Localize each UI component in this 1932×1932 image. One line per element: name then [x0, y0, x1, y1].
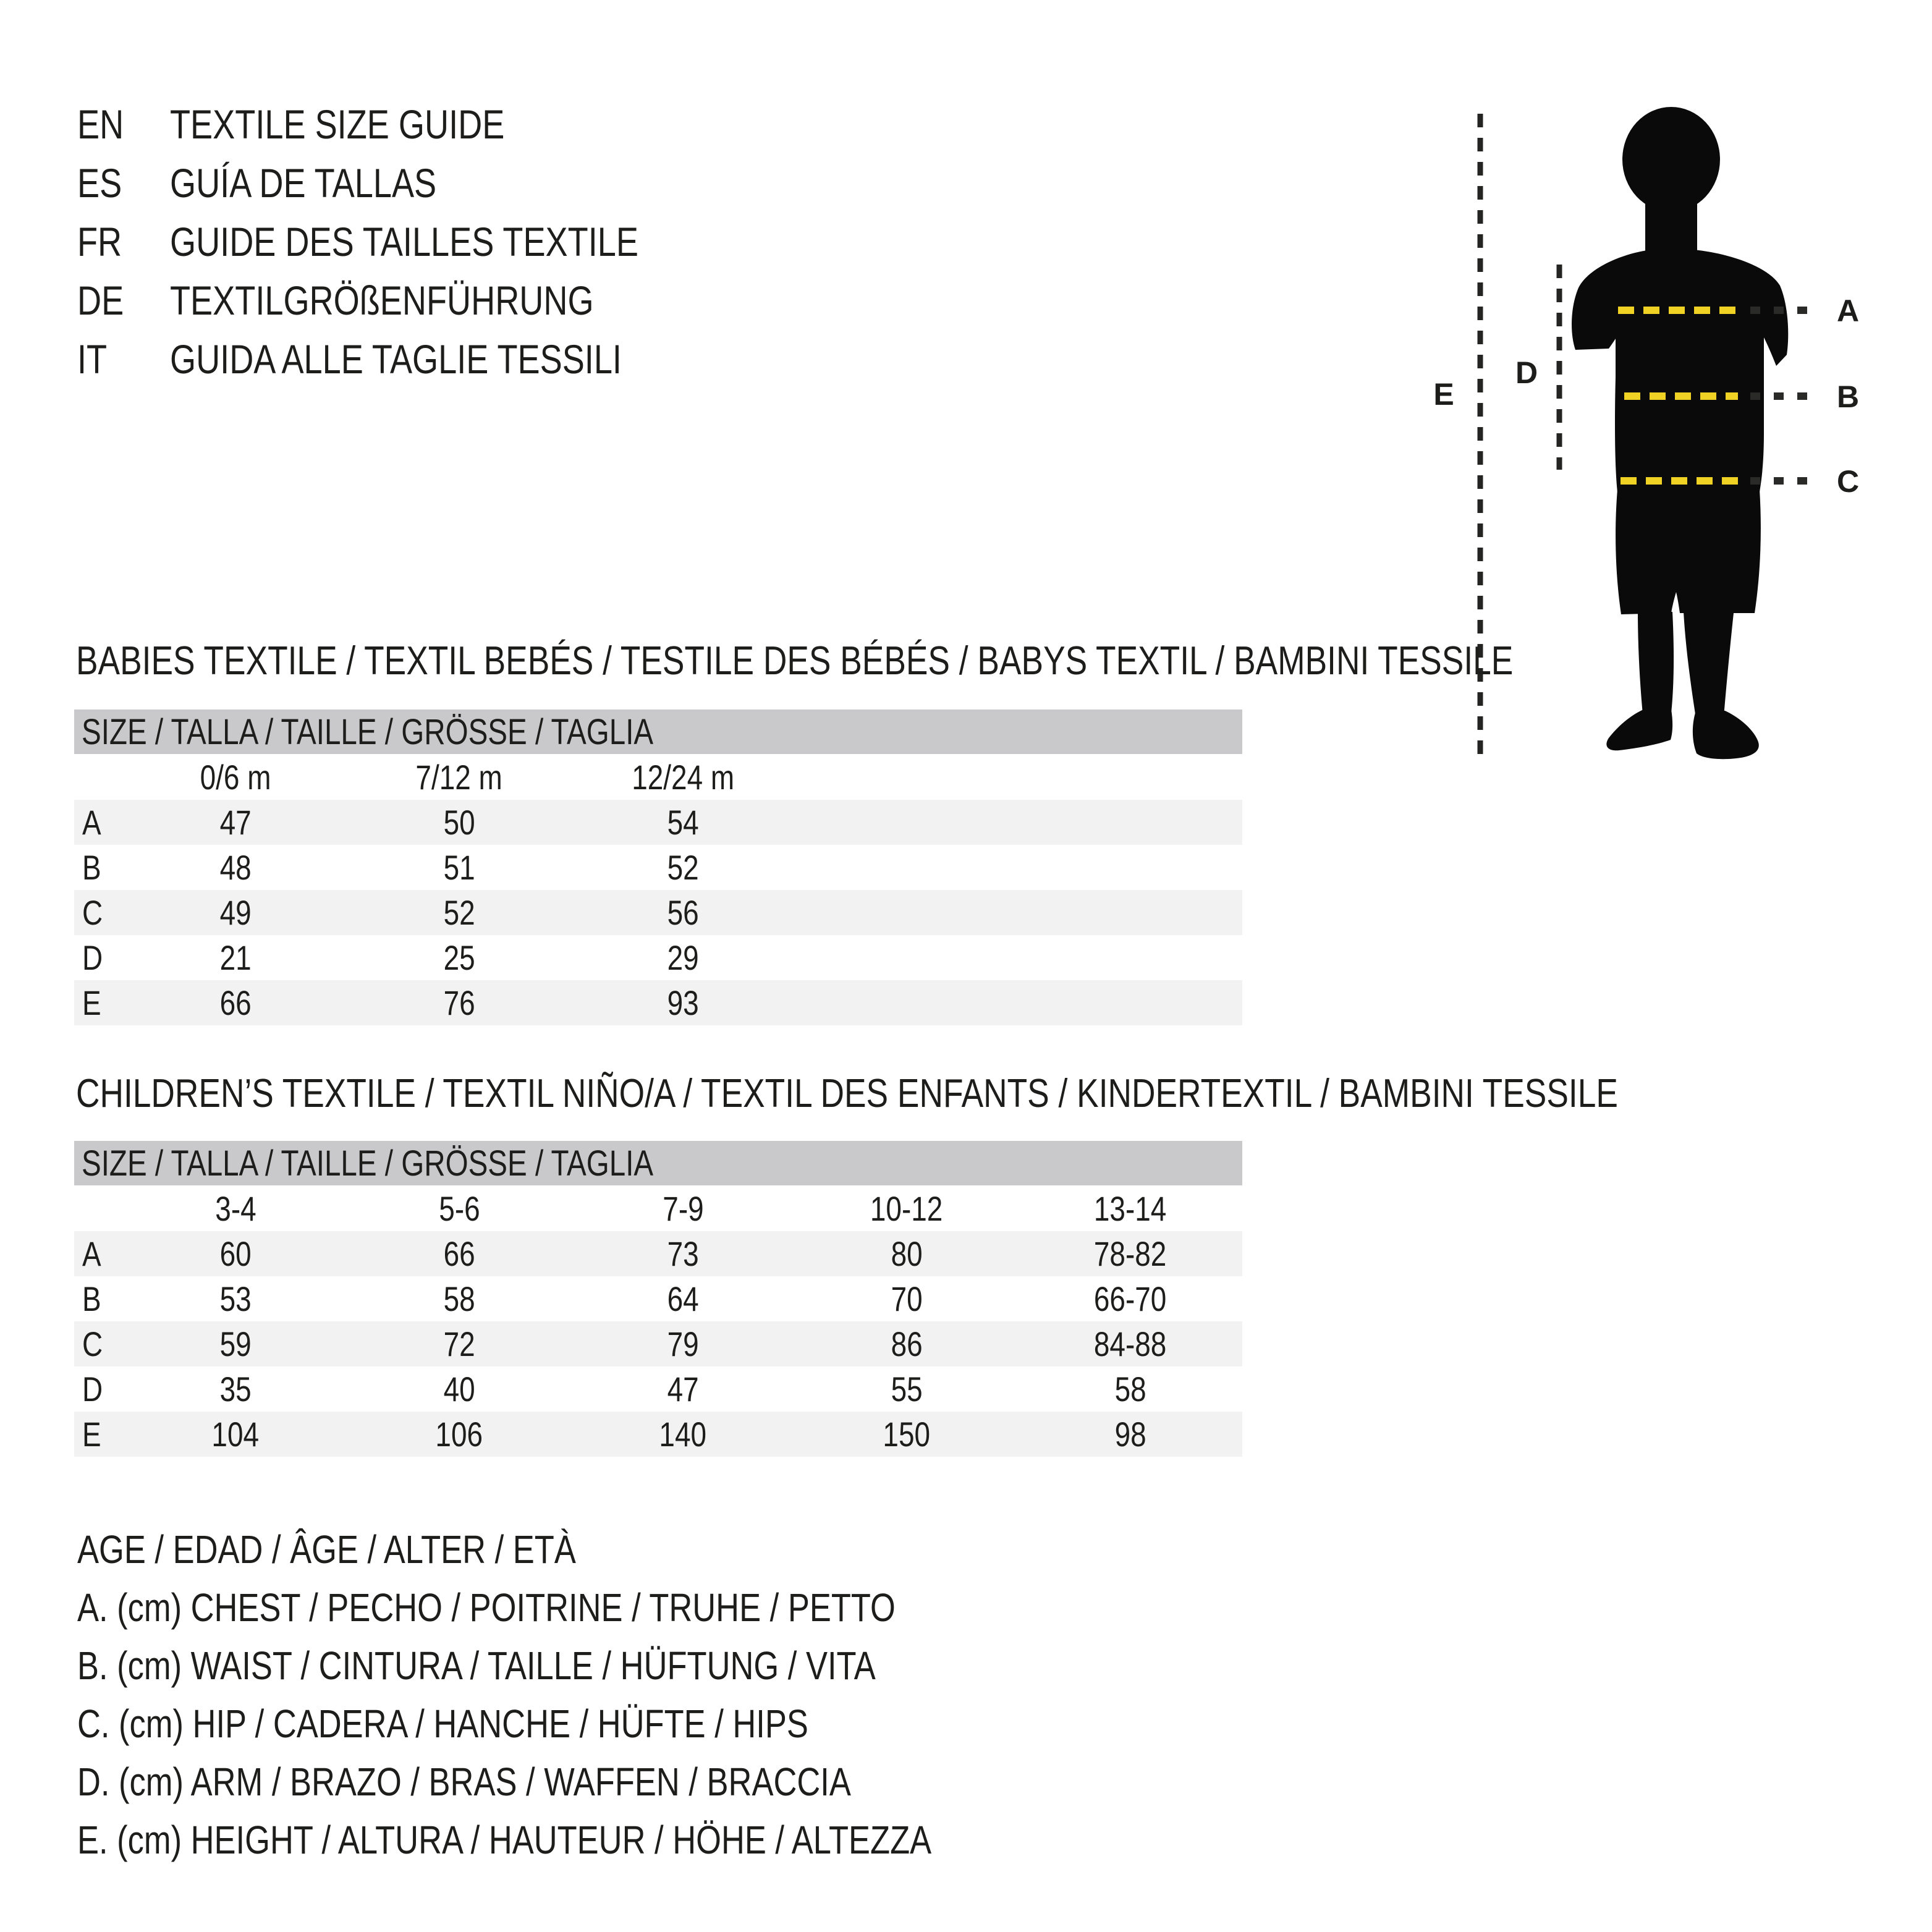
- lang-code: FR: [77, 218, 122, 265]
- table-cell: 52: [443, 893, 475, 932]
- table-cell: 58: [443, 1279, 475, 1318]
- children-table-header: SIZE / TALLA / TAILLE / GRÖSSE / TAGLIA: [74, 1141, 1242, 1185]
- table-cell: 72: [443, 1324, 475, 1363]
- legend-line-hip: C. (cm) HIP / CADERA / HANCHE / HÜFTE / HIPS: [77, 1701, 808, 1746]
- table-cell: 86: [891, 1324, 923, 1363]
- lang-row-it: [77, 329, 741, 388]
- table-cell: 64: [667, 1279, 699, 1318]
- figure-label-b: B: [1836, 379, 1860, 414]
- lang-guide-title: GUÍA DE TALLAS: [170, 159, 437, 206]
- row-label: E: [82, 983, 101, 1022]
- figure-label-e: E: [1433, 377, 1454, 412]
- figure-label-d: D: [1515, 355, 1538, 390]
- measurement-legend: [77, 1520, 1119, 1869]
- legend-line-arm: D. (cm) ARM / BRAZO / BRAS / WAFFEN / BRACCIA: [77, 1760, 851, 1804]
- column-label: 10-12: [870, 1188, 943, 1228]
- silhouette-shorts: [1616, 489, 1761, 614]
- lang-guide-title: TEXTILE SIZE GUIDE: [170, 101, 505, 147]
- measurement-figure: [1409, 87, 1932, 803]
- table-cell: 66-70: [1094, 1279, 1167, 1318]
- figure-label-a: A: [1836, 294, 1860, 328]
- row-label: A: [82, 1234, 101, 1273]
- column-label: 12/24 m: [632, 757, 734, 797]
- table-cell: 70: [891, 1279, 923, 1318]
- lang-guide-title: GUIDE DES TAILLES TEXTILE: [170, 218, 638, 265]
- column-label: 7/12 m: [415, 757, 503, 797]
- table-row: [74, 1321, 1242, 1366]
- column-label: 0/6 m: [200, 757, 271, 797]
- table-cell: 52: [667, 848, 699, 887]
- table-cell: 47: [667, 1370, 699, 1409]
- legend-line-chest: A. (cm) CHEST / PECHO / POITRINE / TRUHE / PETTO: [77, 1585, 896, 1630]
- table-row: [74, 845, 1242, 890]
- table-cell: 54: [667, 803, 699, 842]
- babies-column-labels: [74, 754, 1242, 800]
- silhouette-head: [1622, 107, 1720, 212]
- table-row: [74, 800, 1242, 845]
- table-cell: 150: [883, 1415, 931, 1454]
- children-section-title: CHILDREN’S TEXTILE / TEXTIL NIÑO/A / TEXTIL DES ENFANTS / KINDERTEXTIL / BAMBINI TESSILE: [76, 1070, 1618, 1116]
- legend-line-age: AGE / EDAD / ÂGE / ALTER / ETÀ: [77, 1527, 576, 1572]
- lang-code: EN: [77, 101, 124, 147]
- table-row: [74, 890, 1242, 935]
- lang-code: IT: [77, 336, 108, 382]
- column-label: 3-4: [214, 1188, 256, 1228]
- lang-row-fr: [77, 212, 741, 271]
- table-cell: 56: [667, 893, 699, 932]
- row-label: C: [82, 893, 103, 932]
- lang-row-de: [77, 271, 741, 329]
- table-cell: 140: [659, 1415, 707, 1454]
- table-row: [74, 1412, 1242, 1457]
- table-cell: 49: [219, 893, 252, 932]
- table-cell: 40: [443, 1370, 475, 1409]
- row-label: B: [82, 848, 101, 887]
- row-label: D: [82, 1370, 103, 1409]
- table-cell: 47: [219, 803, 252, 842]
- silhouette-neck: [1645, 198, 1697, 256]
- babies-section-title: BABIES TEXTILE / TEXTIL BEBÉS / TESTILE DES BÉBÉS / BABYS TEXTIL / BAMBINI TESSILE: [76, 638, 1514, 683]
- silhouette-right-shoe: [1693, 711, 1759, 759]
- table-cell: 58: [1114, 1370, 1146, 1409]
- table-cell: 21: [219, 938, 252, 977]
- table-cell: 25: [443, 938, 475, 977]
- table-cell: 76: [443, 983, 475, 1022]
- table-cell: 73: [667, 1234, 699, 1273]
- column-label: 5-6: [438, 1188, 480, 1228]
- babies-table-header: SIZE / TALLA / TAILLE / GRÖSSE / TAGLIA: [74, 710, 1242, 754]
- table-cell: 84-88: [1094, 1324, 1167, 1363]
- legend-line-waist: B. (cm) WAIST / CINTURA / TAILLE / HÜFTUNG / VITA: [77, 1643, 876, 1688]
- silhouette-left-shoe: [1606, 710, 1672, 750]
- silhouette-torso: [1572, 250, 1788, 492]
- row-label: B: [82, 1279, 101, 1318]
- table-cell: 66: [443, 1234, 475, 1273]
- row-label: D: [82, 938, 103, 977]
- column-label: 13-14: [1094, 1188, 1167, 1228]
- table-cell: 98: [1114, 1415, 1146, 1454]
- lang-code: DE: [77, 277, 124, 323]
- table-cell: 59: [219, 1324, 252, 1363]
- table-row: [74, 1366, 1242, 1412]
- table-cell: 79: [667, 1324, 699, 1363]
- table-cell: 51: [443, 848, 475, 887]
- row-label: E: [82, 1415, 101, 1454]
- lang-guide-title: GUIDA ALLE TAGLIE TESSILI: [170, 336, 622, 382]
- lang-row-es: [77, 153, 741, 212]
- lang-code: ES: [77, 159, 122, 206]
- table-cell: 50: [443, 803, 475, 842]
- table-cell: 35: [219, 1370, 252, 1409]
- row-label: C: [82, 1324, 103, 1363]
- figure-label-c: C: [1836, 464, 1860, 499]
- table-cell: 60: [219, 1234, 252, 1273]
- table-cell: 29: [667, 938, 699, 977]
- row-label: A: [82, 803, 101, 842]
- lang-guide-title: TEXTILGRÖßENFÜHRUNG: [170, 277, 594, 323]
- table-row: [74, 1276, 1242, 1321]
- table-cell: 80: [891, 1234, 923, 1273]
- children-column-labels: [74, 1185, 1242, 1231]
- table-cell: 93: [667, 983, 699, 1022]
- table-cell: 66: [219, 983, 252, 1022]
- table-row: [74, 980, 1242, 1025]
- table-cell: 55: [891, 1370, 923, 1409]
- table-cell: 53: [219, 1279, 252, 1318]
- table-cell: 106: [435, 1415, 483, 1454]
- table-cell: 78-82: [1094, 1234, 1167, 1273]
- table-row: [74, 935, 1242, 980]
- lang-row-en: [77, 95, 741, 153]
- table-cell: 104: [211, 1415, 260, 1454]
- table-cell: 48: [219, 848, 252, 887]
- language-title-list: [77, 95, 741, 388]
- legend-line-height: E. (cm) HEIGHT / ALTURA / HAUTEUR / HÖHE / ALTEZZA: [77, 1818, 932, 1862]
- column-label: 7-9: [662, 1188, 704, 1228]
- table-row: [74, 1231, 1242, 1276]
